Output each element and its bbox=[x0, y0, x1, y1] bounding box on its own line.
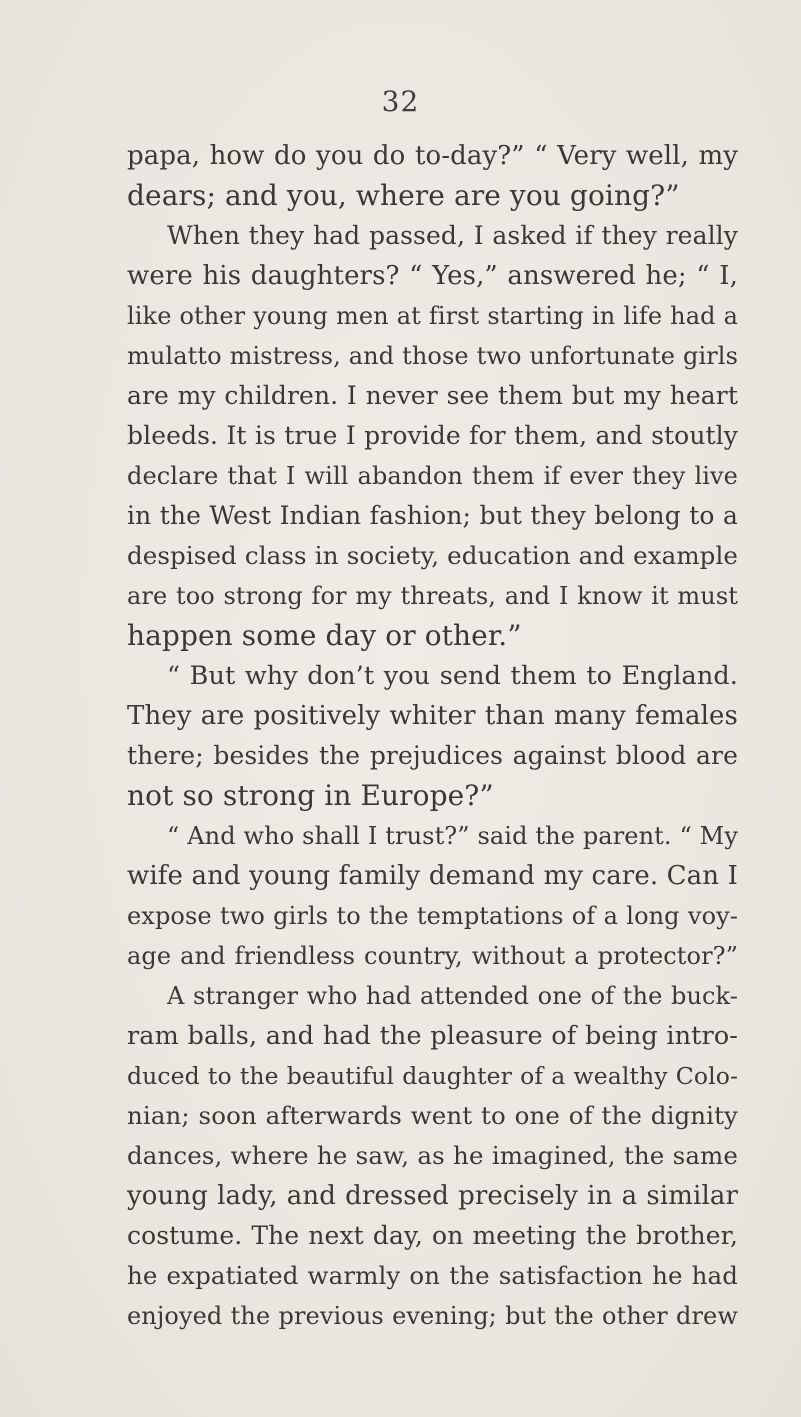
text-line: declare that I will abandon them if ever they live bbox=[127, 462, 738, 490]
text-line: enjoyed the previous evening; but the other drew bbox=[127, 1302, 738, 1330]
text-line: ram balls, and had the pleasure of being intro- bbox=[127, 1021, 738, 1051]
text-line: despised class in society, education and example bbox=[127, 541, 738, 570]
text-line: wife and young family demand my care. Can I bbox=[127, 861, 738, 891]
text-line: there; besides the prejudices against blood are bbox=[127, 741, 738, 770]
text-line: young lady, and dressed precisely in a similar bbox=[127, 1181, 738, 1211]
text-line: dances, where he saw, as he imagined, the same bbox=[127, 1141, 738, 1170]
text-line: costume. The next day, on meeting the brother, bbox=[127, 1221, 738, 1250]
text-line: age and friendless country, without a protector?” bbox=[127, 942, 738, 970]
text-line: like other young men at first starting in life had a bbox=[127, 302, 738, 330]
text-line: bleeds. It is true I provide for them, and stoutly bbox=[127, 421, 738, 450]
text-line: “ But why don’t you send them to England. bbox=[167, 661, 738, 691]
text-line: mulatto mistress, and those two unfortunate girls bbox=[127, 342, 738, 370]
text-line: When they had passed, I asked if they really bbox=[167, 221, 738, 250]
text-line: he expatiated warmly on the satisfaction he had bbox=[127, 1261, 738, 1290]
text-line: happen some day or other.” bbox=[127, 619, 522, 652]
text-line: nian; soon afterwards went to one of the dignity bbox=[127, 1101, 738, 1130]
text-line: papa, how do you do to-day?” “ Very well, my bbox=[127, 141, 738, 171]
text-line: were his daughters? “ Yes,” answered he; “ I, bbox=[127, 261, 738, 291]
text-line: in the West Indian fashion; but they belong to a bbox=[127, 501, 738, 530]
text-line: are too strong for my threats, and I know it must bbox=[127, 582, 738, 610]
text-line: They are positively whiter than many females bbox=[127, 701, 738, 731]
text-line: expose two girls to the temptations of a long voy- bbox=[127, 902, 738, 930]
text-line: are my children. I never see them but my heart bbox=[127, 381, 738, 410]
page-number: 32 bbox=[381, 85, 420, 118]
text-line: not so strong in Europe?” bbox=[127, 779, 494, 812]
text-line: dears; and you, where are you going?” bbox=[127, 179, 680, 212]
text-line: duced to the beautiful daughter of a wealthy Colo- bbox=[127, 1062, 738, 1090]
text-line: “ And who shall I trust?” said the parent. “ My bbox=[167, 822, 738, 850]
text-line: A stranger who had attended one of the buck- bbox=[167, 982, 738, 1010]
